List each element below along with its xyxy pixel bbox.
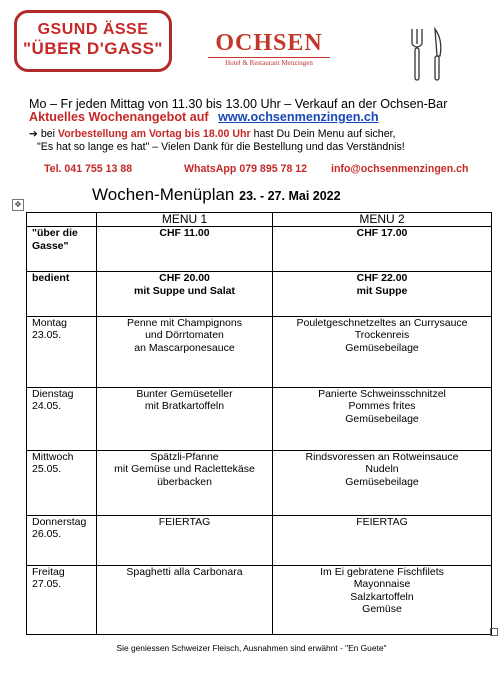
- title-main: Wochen-Menüplan: [92, 185, 235, 204]
- menu-cell-m1: Spätzli-Pfanne mit Gemüse und Raclettekäse überbacken: [97, 451, 273, 516]
- menu-cell-m2: Rindsvoressen an Rotweinsauce Nudeln Gemüsebeilage: [273, 451, 492, 516]
- menu-cell-m2: Panierte Schweinsschnitzel Pommes frites Gemüsebeilage: [273, 388, 492, 451]
- footer-note: Sie geniessen Schweizer Fleisch, Ausnahmen sind erwähnt - "En Guete": [116, 643, 387, 653]
- stamp-line1: GSUND ÄSSE: [37, 21, 149, 38]
- contact-phone: Tel. 041 755 13 88: [44, 163, 133, 175]
- contact-email: info@ochsenmenzingen.ch: [331, 163, 469, 175]
- table-row: [27, 388, 492, 451]
- table-row: [27, 566, 492, 635]
- menu-cell-m1: Penne mit Champignons und Dörrtomaten an Mascarponesauce: [97, 317, 273, 388]
- cutlery-icon: [404, 26, 450, 82]
- menu-cell-m1: Bunter Gemüseteller mit Bratkartoffeln: [97, 388, 273, 451]
- table-row: [27, 317, 492, 388]
- table-row: [27, 451, 492, 516]
- day-label: Freitag 27.05.: [27, 566, 97, 635]
- header-menu2: MENU 2: [273, 213, 492, 227]
- title-dates: 23. - 27. Mai 2022: [239, 189, 341, 203]
- contact-whatsapp: WhatsApp 079 895 78 12: [184, 163, 308, 175]
- preorder-line: ➔ bei Vorbestellung am Vortag bis 18.00 Uhr hast Du Dein Menu auf sicher,: [29, 128, 396, 140]
- website-link[interactable]: www.ochsenmenzingen.ch: [218, 110, 379, 124]
- menu-cell-m2: Pouletgeschnetzeltes an Currysauce Trockenreis Gemüsebeilage: [273, 317, 492, 388]
- menu-cell-m1: Spaghetti alla Carbonara: [97, 566, 273, 635]
- price-row-served: bedient CHF 20.00 mit Suppe und Salat CHF 22.00 mit Suppe: [27, 272, 492, 317]
- day-label: Donnerstag 26.05.: [27, 516, 97, 566]
- day-label: Montag 23.05.: [27, 317, 97, 388]
- arrow-icon: ➔: [29, 128, 38, 140]
- opening-hours: Mo – Fr jeden Mittag von 11.30 bis 13.00 Uhr – Verkauf an der Ochsen-Bar: [29, 97, 448, 111]
- price-row-takeaway: "über die Gasse" CHF 11.00 CHF 17.00: [27, 227, 492, 272]
- table-resize-handle[interactable]: [490, 628, 498, 636]
- menu-cell-m2: FEIERTAG: [273, 516, 492, 566]
- weekly-offer-line: [29, 110, 379, 124]
- menu-cell-m1: FEIERTAG: [97, 516, 273, 566]
- menu-cell-m2: Im Ei gebratene Fischfilets Mayonnaise Salzkartoffeln Gemüse: [273, 566, 492, 635]
- logo-subtitle: Hotel & Restaurant Menzingen: [208, 57, 330, 67]
- header-empty: [27, 213, 97, 227]
- day-label: Dienstag 24.05.: [27, 388, 97, 451]
- table-move-handle-icon[interactable]: ✥: [12, 199, 24, 211]
- stamp-logo: [14, 10, 172, 72]
- table-row: [27, 516, 492, 566]
- page-title: [92, 185, 341, 205]
- stamp-line2: "ÜBER D'GASS": [22, 39, 163, 58]
- logo-name: OCHSEN: [215, 30, 323, 56]
- ochsen-logo: [208, 30, 330, 67]
- header-menu1: MENU 1: [97, 213, 273, 227]
- preorder-deadline: Vorbestellung am Vortag bis 18.00 Uhr: [57, 128, 251, 140]
- weekly-offer-label: Aktuelles Wochenangebot auf: [29, 110, 209, 124]
- day-label: Mittwoch 25.05.: [27, 451, 97, 516]
- table-header-row: [27, 213, 492, 227]
- menu-table: [26, 212, 492, 635]
- availability-note: "Es hat so lange es hat" – Vielen Dank für die Bestellung und das Verständnis!: [37, 141, 405, 153]
